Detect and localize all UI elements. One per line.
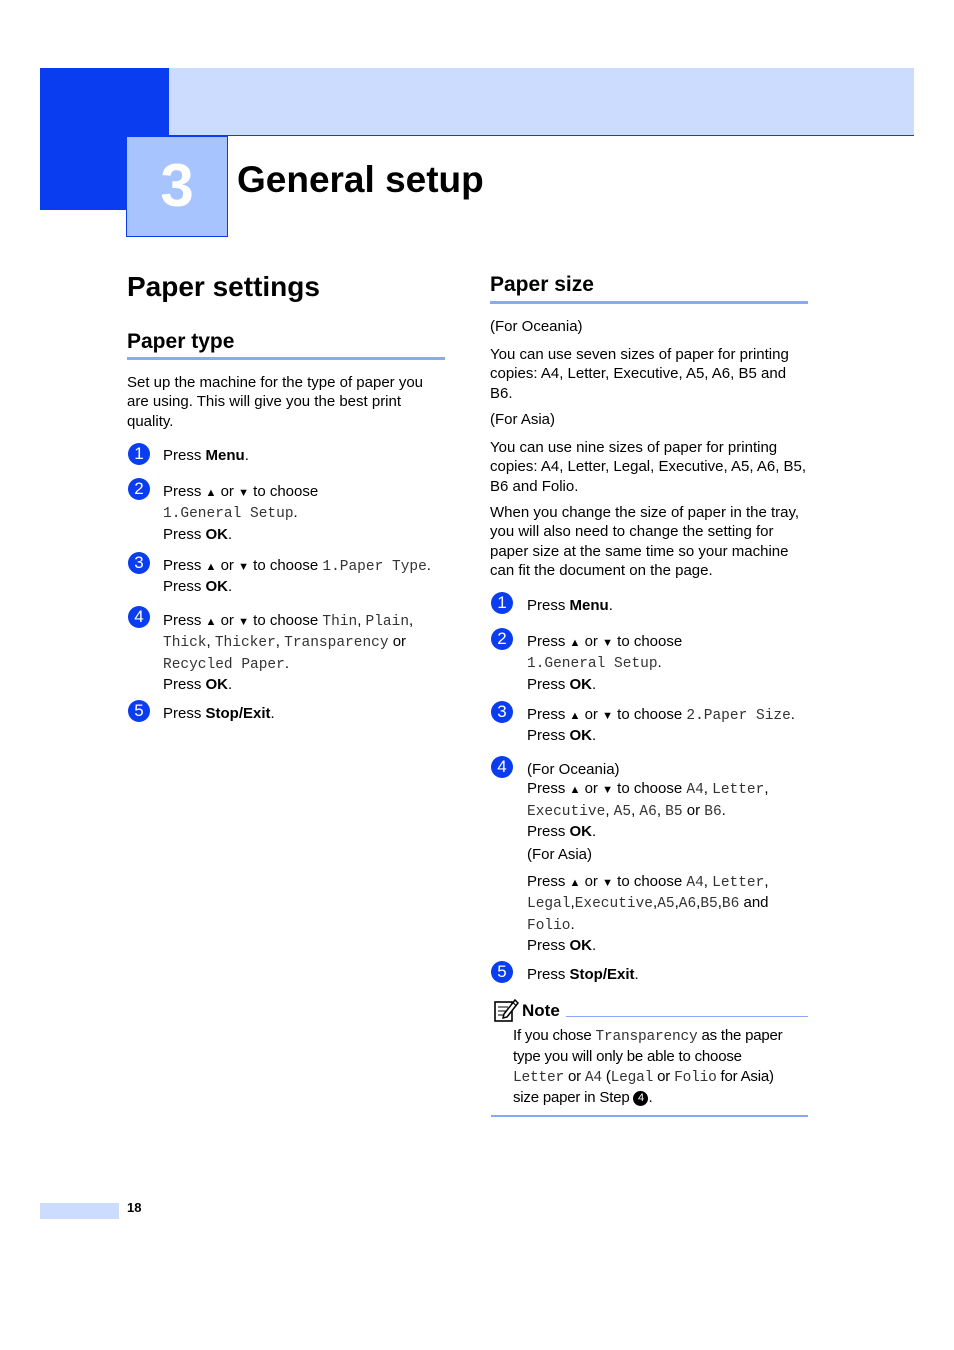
right-step-5: Press Stop/Exit. <box>527 966 639 983</box>
step-ref-badge: 4 <box>633 1091 648 1106</box>
page-number: 18 <box>127 1200 142 1215</box>
section-title: Paper settings <box>127 271 320 302</box>
step-number-3: 3 <box>128 552 150 574</box>
subsection-title-paper-type: Paper type <box>127 330 235 353</box>
note-top-rule <box>566 1016 808 1017</box>
subsection-rule <box>490 301 808 304</box>
step-number-2: 2 <box>128 478 150 500</box>
down-arrow-icon: ▼ <box>238 487 249 499</box>
up-arrow-icon: ▲ <box>569 877 581 889</box>
asia-label: (For Asia) <box>490 411 556 428</box>
right-step-4-asia-label: (For Asia) <box>527 846 593 863</box>
note-bottom-rule <box>491 1115 808 1117</box>
step-number-3: 3 <box>491 701 513 723</box>
down-arrow-icon: ▼ <box>602 710 613 722</box>
left-step-1: Press Menu. <box>163 447 249 464</box>
right-step-4-asia: Press ▲ or ▼ to choose A4, Letter, Legal,Executive,A5,A6,B5,B6 and Folio. Press OK. <box>527 873 769 954</box>
step-number-1: 1 <box>491 592 513 614</box>
down-arrow-icon: ▼ <box>602 877 613 889</box>
down-arrow-icon: ▼ <box>602 637 613 649</box>
note-pencil-icon <box>493 997 519 1023</box>
right-step-3: Press ▲ or ▼ to choose 2.Paper Size. Press OK. <box>527 706 795 745</box>
right-step-4-oceania: (For Oceania) Press ▲ or ▼ to choose A4, Letter, Executive, A5, A6, B5 or B6. Press OK. <box>527 761 769 840</box>
footer-bar <box>40 1203 119 1219</box>
down-arrow-icon: ▼ <box>238 561 249 573</box>
subsection-title-paper-size: Paper size <box>490 273 594 296</box>
left-step-3: Press ▲ or ▼ to choose 1.Paper Type. Press OK. <box>163 557 431 596</box>
step-number-4: 4 <box>128 606 150 628</box>
up-arrow-icon: ▲ <box>569 637 581 649</box>
right-step-2: Press ▲ or ▼ to choose 1.General Setup. Press OK. <box>527 633 683 693</box>
header-band <box>169 68 914 136</box>
up-arrow-icon: ▲ <box>569 784 581 797</box>
step-number-5: 5 <box>128 700 150 722</box>
note-body: If you chose Transparency as the paper type you will only be able to choose Letter or A4 (Legal or Folio for Asia) size paper in Step 4 . <box>513 1027 783 1106</box>
oceania-label: (For Oceania) <box>490 318 583 335</box>
up-arrow-icon: ▲ <box>569 710 581 722</box>
asia-paragraph: You can use nine sizes of paper for printing copies: A4, Letter, Legal, Executive, A5, A6, B5, B6 and Folio. <box>490 439 807 495</box>
step-number-4: 4 <box>491 756 513 778</box>
change-paragraph: When you change the size of paper in the tray, you will also need to change the setting for paper size at the same time so your machine can fit the document on the page. <box>490 504 800 579</box>
intro-paragraph: Set up the machine for the type of paper you are using. This will give you the best print quality. <box>127 374 424 430</box>
step-number-1: 1 <box>128 443 150 465</box>
chapter-title: General setup <box>237 159 484 200</box>
step-number-2: 2 <box>491 628 513 650</box>
up-arrow-icon: ▲ <box>205 561 217 573</box>
down-arrow-icon: ▼ <box>602 784 613 797</box>
up-arrow-icon: ▲ <box>205 487 217 499</box>
down-arrow-icon: ▼ <box>238 616 249 628</box>
subsection-rule <box>127 357 445 360</box>
chapter-number: 3 <box>160 152 194 219</box>
right-step-1: Press Menu. <box>527 597 613 614</box>
note-title: Note <box>522 1001 560 1020</box>
left-step-2: Press ▲ or ▼ to choose 1.General Setup. Press OK. <box>163 483 319 543</box>
oceania-paragraph: You can use seven sizes of paper for printing copies: A4, Letter, Executive, A5, A6, B5 and B6. <box>490 346 789 402</box>
up-arrow-icon: ▲ <box>205 616 217 628</box>
left-step-4: Press ▲ or ▼ to choose Thin, Plain, Thick, Thicker, Transparency or Recycled Paper. Press OK. <box>163 612 414 693</box>
left-step-5: Press Stop/Exit. <box>163 705 275 722</box>
step-number-5: 5 <box>491 961 513 983</box>
